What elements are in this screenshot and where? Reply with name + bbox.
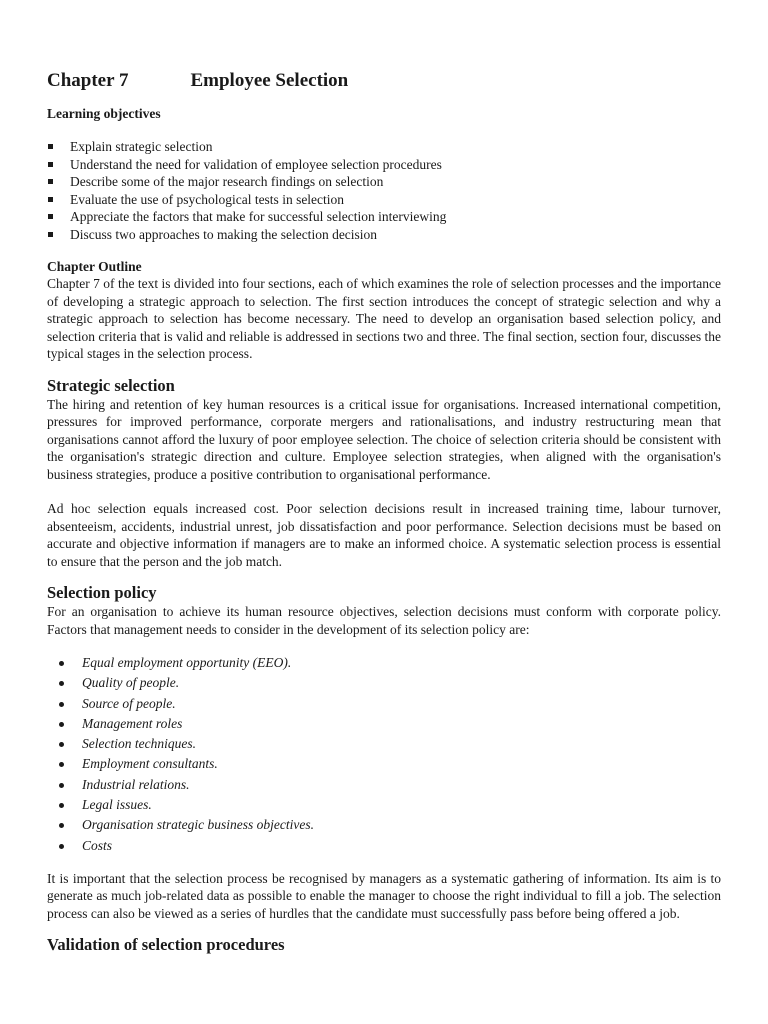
list-item: Appreciate the factors that make for successful selection interviewing bbox=[47, 208, 721, 226]
round-bullet-icon bbox=[59, 823, 64, 828]
selection-process-paragraph: It is important that the selection process be recognised by managers as a systematic gathering of information. Its aim is to generate as much job-related data as possible to enable the manager to choose the right individual to fill a job. The selection process can also be viewed as a series of hurdles that the candidate must successfully pass before being offered a job. bbox=[47, 870, 721, 921]
list-item: Understand the need for validation of employee selection procedures bbox=[47, 156, 721, 174]
square-bullet-icon bbox=[48, 197, 53, 202]
selection-policy-intro: For an organisation to achieve its human resource objectives, selection decisions must conform with corporate policy. Factors that management needs to consider in the development of its selection policy are: bbox=[47, 604, 721, 637]
list-item: Quality of people. bbox=[47, 673, 721, 693]
round-bullet-icon bbox=[59, 844, 64, 849]
chapter-outline-heading: Chapter Outline bbox=[47, 259, 142, 274]
round-bullet-icon bbox=[59, 783, 64, 788]
round-bullet-icon bbox=[59, 803, 64, 808]
list-item: Source of people. bbox=[47, 694, 721, 714]
square-bullet-icon bbox=[48, 179, 53, 184]
list-item: Employment consultants. bbox=[47, 754, 721, 774]
list-item: Costs bbox=[47, 836, 721, 856]
list-item: Legal issues. bbox=[47, 795, 721, 815]
chapter-outline-text: Chapter 7 of the text is divided into four sections, each of which examines the role of selection processes and the importance of developing a strategic approach to selection. The first section introduces the concept of strategic selection and why a strategic approach to selection has become necessary. The need to develop an organisation based selection policy, and selection criteria that is valid and reliable is addressed in sections two and three. The final section, section four, discusses the typical stages in the selection process. bbox=[47, 276, 721, 361]
round-bullet-icon bbox=[59, 722, 64, 727]
round-bullet-icon bbox=[59, 702, 64, 707]
strategic-selection-paragraph-1: The hiring and retention of key human resources is a critical issue for organisations. Increased international competition, pressures for improved performance, corporate mergers and rationalisations, and industry restructuring mean that organisations cannot afford the luxury of poor employee selection. The choice of selection criteria should be consistent with the organisation's strategic direction and culture. Employee selection strategies, when aligned with the organisation's business strategies, produce a positive contribution to organisational performance. bbox=[47, 396, 721, 482]
list-item: Management roles bbox=[47, 714, 721, 734]
round-bullet-icon bbox=[59, 661, 64, 666]
square-bullet-icon bbox=[48, 162, 53, 167]
list-item: Describe some of the major research findings on selection bbox=[47, 173, 721, 191]
list-item: Equal employment opportunity (EEO). bbox=[47, 653, 721, 673]
round-bullet-icon bbox=[59, 681, 64, 686]
learning-objectives-heading: Learning objectives bbox=[47, 106, 161, 121]
square-bullet-icon bbox=[48, 232, 53, 237]
paragraph-spacer bbox=[47, 483, 721, 500]
selection-policy-factors-list bbox=[47, 653, 721, 856]
chapter-heading bbox=[47, 68, 721, 94]
list-item: Selection techniques. bbox=[47, 734, 721, 754]
learning-objectives-list bbox=[47, 138, 721, 243]
list-item: Discuss two approaches to making the selection decision bbox=[47, 226, 721, 244]
list-item: Explain strategic selection bbox=[47, 138, 721, 156]
chapter-title: Employee Selection bbox=[190, 70, 349, 91]
validation-heading: Validation of selection procedures bbox=[47, 935, 285, 955]
list-item: Industrial relations. bbox=[47, 775, 721, 795]
square-bullet-icon bbox=[48, 214, 53, 219]
round-bullet-icon bbox=[59, 742, 64, 747]
round-bullet-icon bbox=[59, 762, 64, 767]
strategic-selection-heading: Strategic selection bbox=[47, 375, 175, 395]
list-item: Organisation strategic business objectives. bbox=[47, 815, 721, 835]
chapter-number: Chapter 7 bbox=[47, 70, 129, 91]
selection-policy-heading: Selection policy bbox=[47, 583, 157, 602]
square-bullet-icon bbox=[48, 144, 53, 149]
list-item: Evaluate the use of psychological tests in selection bbox=[47, 191, 721, 209]
strategic-selection-paragraph-2: Ad hoc selection equals increased cost. Poor selection decisions result in increased training time, labour turnover, absenteeism, accidents, industrial unrest, job dissatisfaction and poor performance. Selection decisions must be based on accurate and objective information if managers are to make an informed choice. A systematic selection process is essential to ensure that the person and the job match. bbox=[47, 501, 721, 569]
